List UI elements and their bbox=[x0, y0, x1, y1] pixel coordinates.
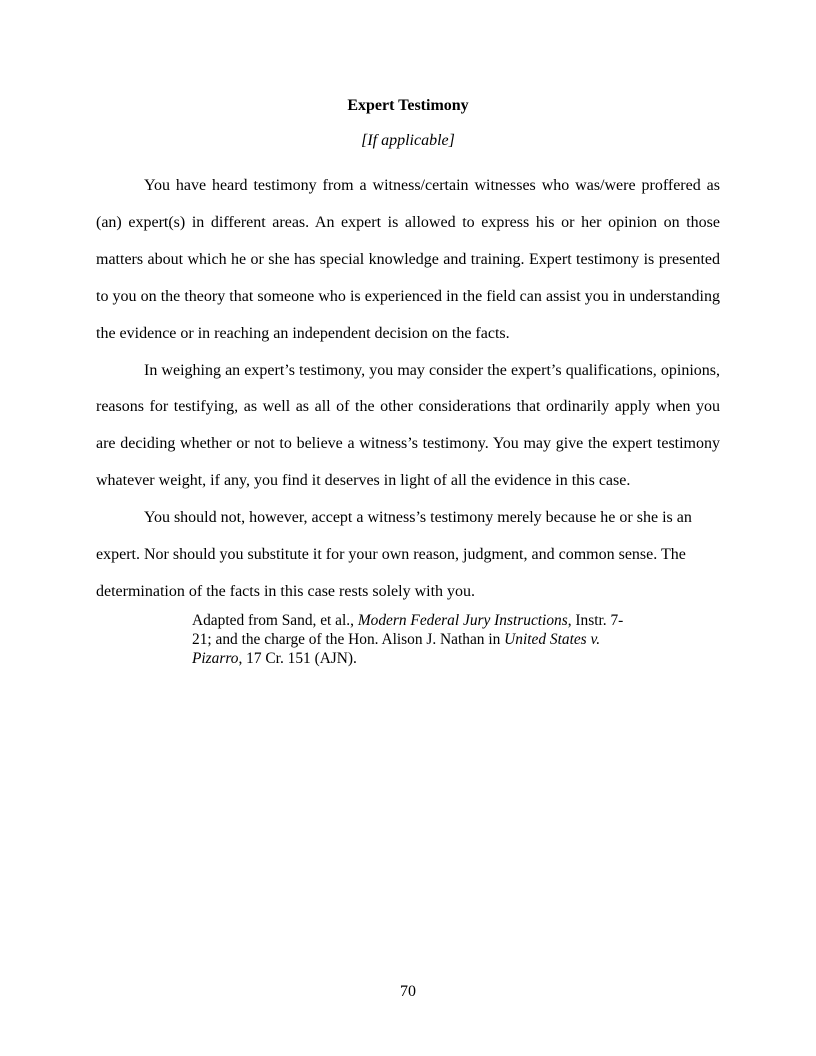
paragraph: In weighing an expert’s testimony, you may consider the expert’s qualifications, opinions, reasons for testifying, as well as all of the other considerations that ordinarily apply when you are deciding whether or not to believe a witness’s testimony. You may give the expert testimony whatever weight, if any, you find it deserves in light of all the evidence in this case. bbox=[96, 361, 720, 490]
citation bbox=[192, 611, 624, 668]
page-subtitle: [If applicable] bbox=[361, 132, 455, 149]
citation-source-title: Modern Federal Jury Instructions bbox=[357, 612, 568, 629]
body-text bbox=[96, 168, 720, 611]
paragraph: You have heard testimony from a witness/certain witnesses who was/were proffered as (an) expert(s) in different areas. An expert is allowed to express his or her opinion on those matters about which he or she has special knowledge and training. Expert testimony is presented to you on the theory that someone who is experienced in the field can assist you in understanding the evidence or in reaching an independent decision on the facts. bbox=[96, 177, 720, 342]
paragraph: You should not, however, accept a witness’s testimony merely because he or she is an expert. Nor should you substitute it for your own reason, judgment, and common sense. The determination of the facts in this case rests solely with you. bbox=[96, 509, 692, 600]
page-number: 70 bbox=[400, 983, 416, 1000]
citation-text: Adapted from Sand, et al., bbox=[192, 612, 358, 629]
citation-text: , Instr. 7-21; and the charge of the Hon. Alison J. Nathan in bbox=[192, 612, 624, 648]
page-title: Expert Testimony bbox=[347, 97, 469, 114]
citation-text: , 17 Cr. 151 (AJN). bbox=[238, 650, 357, 667]
citation-case-name: United States v. Pizarro bbox=[192, 631, 601, 667]
